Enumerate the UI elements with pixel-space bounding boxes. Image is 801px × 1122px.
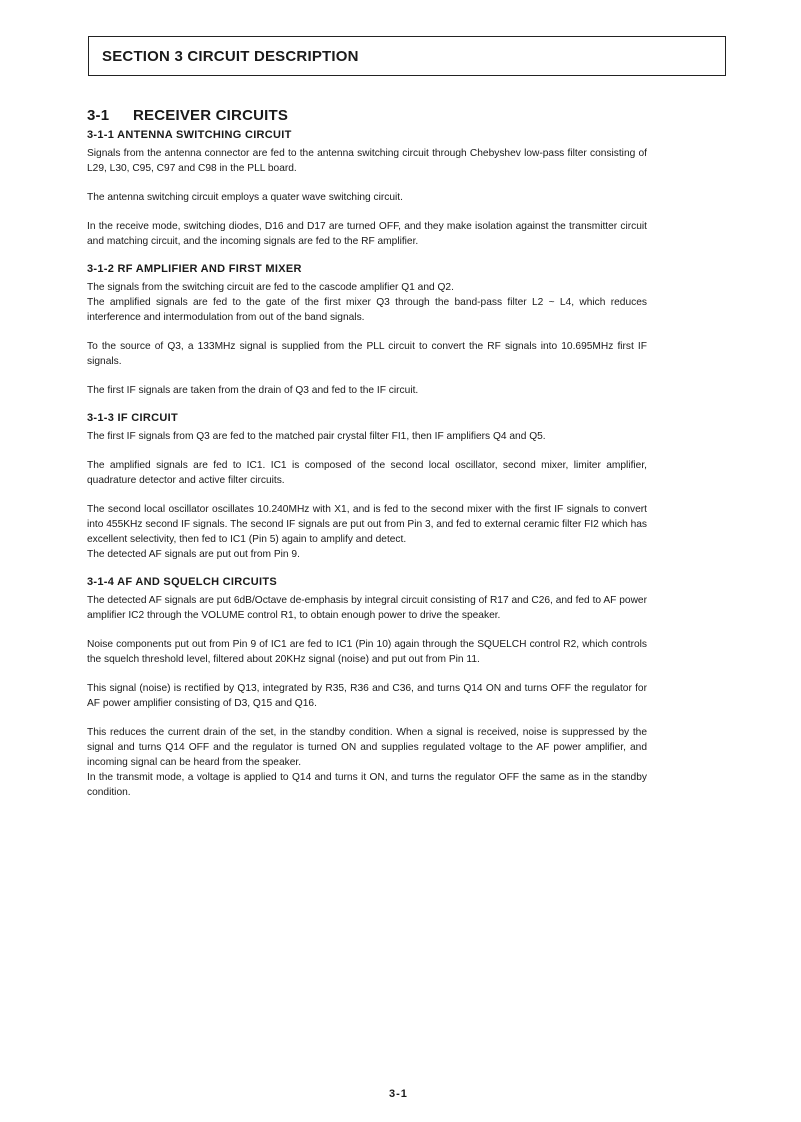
subsection-af-squelch [87, 576, 647, 800]
subsection-heading: 3-1-4 AF AND SQUELCH CIRCUITS [87, 576, 278, 588]
paragraph: The detected AF signals are put 6dB/Octave de-emphasis by integral circuit consisting of R17 and C26, and fed to AF power amplifier IC2 through the VOLUME control R1, to obtain enough power to drive the speaker. [87, 595, 647, 621]
paragraph: This signal (noise) is rectified by Q13, integrated by R35, R36 and C36, and turns Q14 ON and turns OFF the regulator for AF power amplifier consisting of D3, Q15 and Q16. [87, 683, 647, 709]
receiver-number: 3-1 [87, 107, 110, 124]
subsection-rf-amplifier [87, 263, 647, 398]
subsection-heading: 3-1-2 RF AMPLIFIER AND FIRST MIXER [87, 263, 302, 275]
receiver-title: RECEIVER CIRCUITS [133, 107, 289, 124]
paragraph: The detected AF signals are put out from Pin 9. [87, 549, 300, 560]
paragraph: Noise components put out from Pin 9 of IC1 are fed to IC1 (Pin 10) again through the SQUELCH control R2, which controls the squelch threshold level, filtered about 20KHz signal (noise) and put out from Pin 11. [87, 639, 647, 665]
paragraph: The first IF signals are taken from the drain of Q3 and fed to the IF circuit. [87, 385, 419, 396]
subsection-if-circuit [87, 412, 647, 562]
section-title: SECTION 3 CIRCUIT DESCRIPTION [102, 48, 359, 65]
receiver-heading [87, 107, 647, 124]
paragraph: The first IF signals from Q3 are fed to the matched pair crystal filter FI1, then IF amplifiers Q4 and Q5. [87, 431, 546, 442]
paragraph: To the source of Q3, a 133MHz signal is supplied from the PLL circuit to convert the RF signals into 10.695MHz first IF signals. [87, 341, 647, 367]
paragraph: Signals from the antenna connector are fed to the antenna switching circuit through Chebyshev low-pass filter consisting of L29, L30, C95, C97 and C98 in the PLL board. [87, 148, 647, 174]
main-content [87, 107, 647, 814]
subsection-heading: 3-1-3 IF CIRCUIT [87, 412, 178, 424]
subsection-antenna-switching [87, 129, 647, 249]
paragraph: In the receive mode, switching diodes, D16 and D17 are turned OFF, and they make isolation against the transmitter circuit and matching circuit, and the incoming signals are fed to the RF amplifier. [87, 221, 647, 247]
paragraph: In the transmit mode, a voltage is applied to Q14 and turns it ON, and turns the regulator OFF the same as in the standby condition. [87, 772, 647, 798]
paragraph: This reduces the current drain of the set, in the standby condition. When a signal is received, noise is suppressed by the signal and turns Q14 OFF and the regulator is turned ON and supplies regulated voltage to the AF power amplifier, and incoming signal can be heard from the speaker. [87, 727, 647, 768]
page-number: 3-1 [389, 1088, 408, 1100]
paragraph: The antenna switching circuit employs a quater wave switching circuit. [87, 192, 403, 203]
paragraph: The amplified signals are fed to IC1. IC1 is composed of the second local oscillator, second mixer, limiter amplifier, quadrature detector and active filter circuits. [87, 460, 647, 486]
subsection-heading: 3-1-1 ANTENNA SWITCHING CIRCUIT [87, 129, 292, 141]
paragraph: The second local oscillator oscillates 10.240MHz with X1, and is fed to the second mixer with the first IF signals to convert into 455KHz second IF signals. The second IF signals are put out from Pin 3, and fed to external ceramic filter FI2 which has excellent selectivity, then fed to IC1 (Pin 5) again to amplify and detect. [87, 504, 647, 545]
paragraph: The signals from the switching circuit are fed to the cascode amplifier Q1 and Q2. [87, 282, 454, 293]
paragraph: The amplified signals are fed to the gate of the first mixer Q3 through the band-pass filter L2 ~ L4, which reduces interference and intermodulation from out of the band signals. [87, 297, 647, 323]
section-header-box [88, 36, 726, 76]
